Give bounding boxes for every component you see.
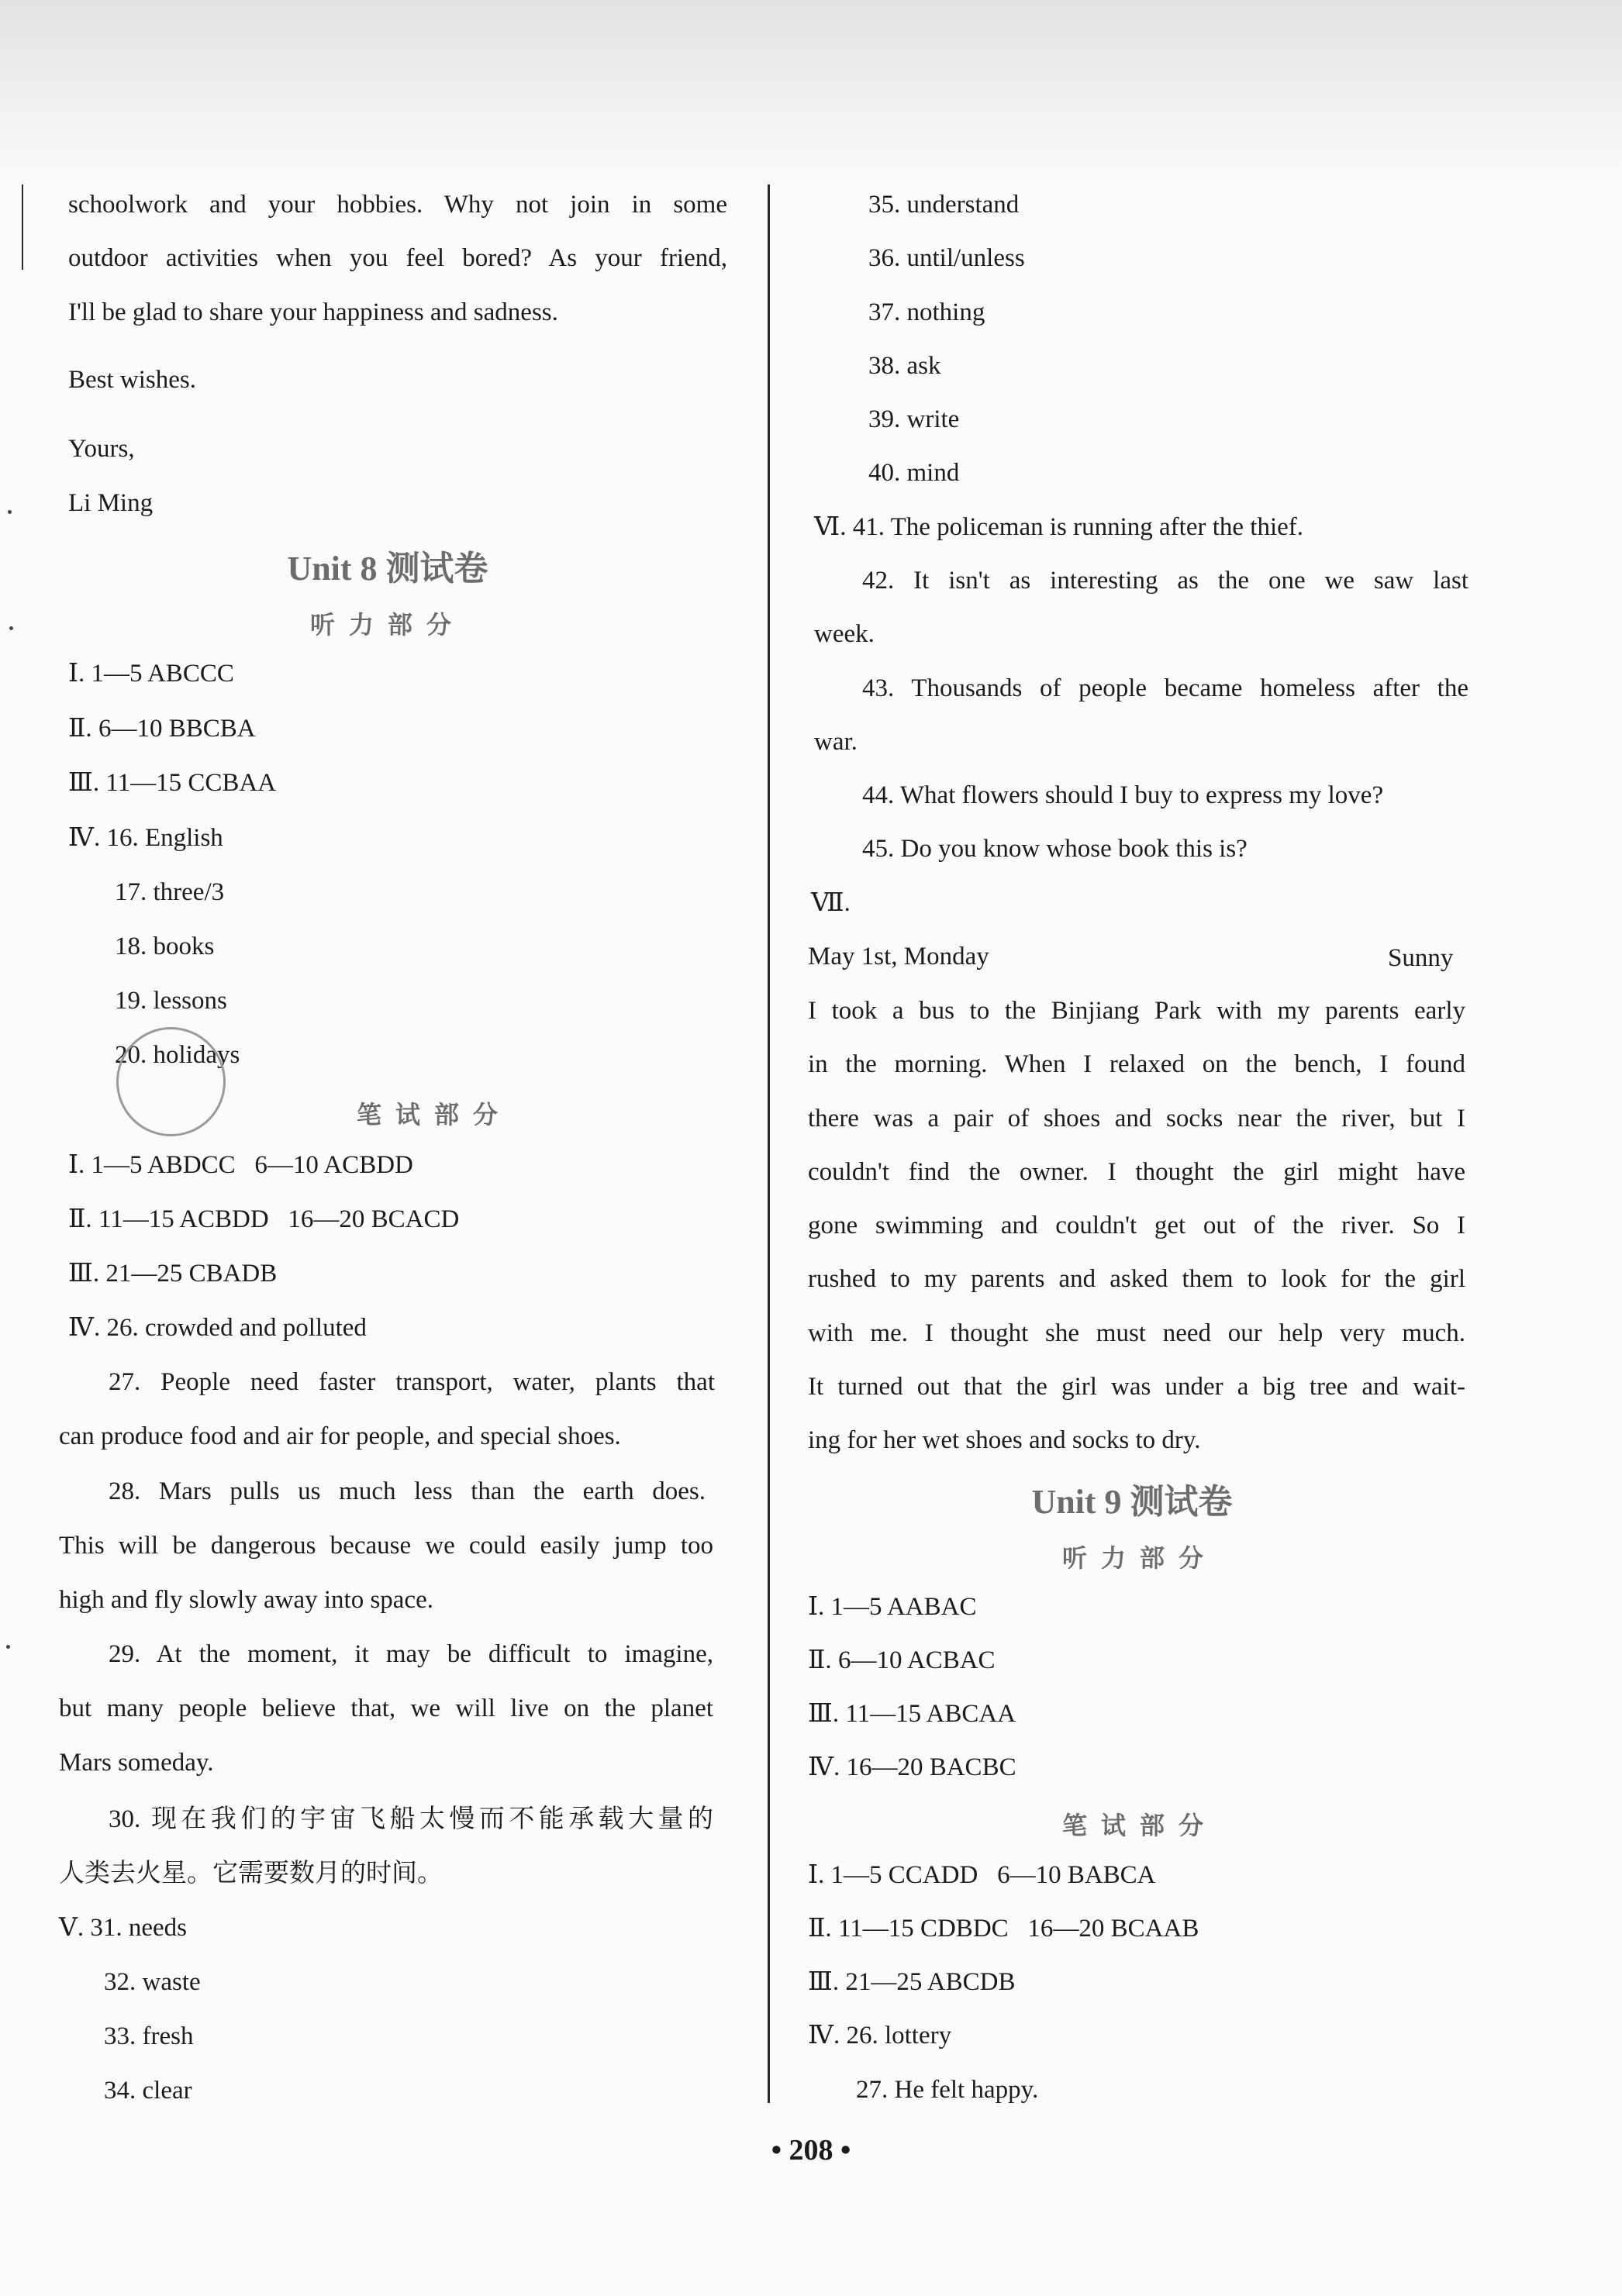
section-mark: Ⅰ.	[808, 1861, 825, 1889]
letter-line: I'll be glad to share your happiness and sadness.	[68, 298, 558, 326]
section-mark: Ⅱ.	[68, 1205, 92, 1233]
unit9-writing-heading: 笔试部分	[1061, 1812, 1217, 1839]
letter-sign-off: Yours,	[68, 435, 135, 463]
letter-closing: Best wishes.	[68, 366, 196, 394]
answer-row	[808, 1591, 977, 1622]
section-mark: Ⅲ.	[68, 769, 100, 797]
answer-text: 6—10 BBCBA	[98, 715, 256, 743]
answer-row	[808, 1752, 1016, 1783]
diary-date: May 1st, Monday	[808, 943, 989, 970]
answer-text: 11—15 ACBDD 16—20 BCACD	[98, 1205, 460, 1233]
diary-line: I took a bus to the Binjiang Park with my parents early	[808, 997, 1465, 1025]
section-mark: Ⅳ.	[68, 824, 101, 852]
answer-text: 21—25 ABCDB	[845, 1968, 1016, 1996]
answer-text: 1—5 ABDCC 6—10 ACBDD	[91, 1151, 413, 1179]
answer-item: 32. waste	[104, 1968, 201, 1996]
answer-line: Mars someday.	[59, 1749, 214, 1777]
answer-line: but many people believe that, we will live on the planet	[59, 1694, 713, 1722]
answer-line: 27. People need faster transport, water, plants that	[109, 1368, 715, 1396]
column-divider	[768, 184, 770, 2103]
section-mark: Ⅳ.	[808, 1753, 840, 1781]
answer-row	[68, 1312, 367, 1343]
answer-text: 11—15 CCBAA	[105, 769, 277, 797]
section-mark: Ⅱ.	[68, 715, 92, 743]
answer-line: 43. Thousands of people became homeless after the	[862, 674, 1468, 702]
answer-text: 11—15 CDBDC 16—20 BCAAB	[837, 1915, 1199, 1943]
answer-item: 40. mind	[868, 459, 960, 487]
section-mark: Ⅶ.	[811, 889, 851, 917]
answer-line: 45. Do you know whose book this is?	[862, 835, 1248, 863]
answer-item: 33. fresh	[104, 2022, 194, 2050]
unit9-listening-heading: 听力部分	[1061, 1544, 1217, 1572]
answer-text: 16. English	[106, 824, 223, 852]
answer-text: 26. crowded and polluted	[106, 1314, 367, 1342]
letter-line: outdoor activities when you feel bored? As your friend,	[68, 244, 727, 272]
answer-row	[68, 713, 256, 744]
answer-line: 27. He felt happy.	[856, 2076, 1039, 2104]
diary-line: couldn't find the owner. I thought the girl might have	[808, 1158, 1465, 1186]
page-number: • 208 •	[771, 2134, 851, 2167]
answer-item: 17. three/3	[115, 878, 225, 906]
answer-line: This will be dangerous because we could easily jump too	[59, 1532, 713, 1560]
section-mark: Ⅲ.	[68, 1260, 100, 1288]
answer-text: 1—5 ABCCC	[91, 660, 234, 688]
answer-line: high and fly slowly away into space.	[59, 1586, 433, 1614]
diary-weather: Sunny	[1388, 944, 1454, 972]
answer-row	[68, 658, 234, 689]
answer-text: 1—5 CCADD 6—10 BABCA	[830, 1861, 1156, 1889]
answer-text: 26. lottery	[846, 2022, 952, 2050]
section-mark: Ⅵ.	[814, 513, 847, 541]
margin-speck	[9, 626, 13, 630]
answer-text: 41. The policeman is running after the thief.	[852, 513, 1304, 541]
answer-row	[808, 1860, 1156, 1891]
diary-line: with me. I thought she must need our help very much.	[808, 1319, 1465, 1347]
answer-line: 29. At the moment, it may be difficult to imagine,	[109, 1640, 713, 1668]
answer-item: 38. ask	[868, 352, 941, 380]
section-mark: Ⅳ.	[68, 1314, 101, 1342]
answer-item: 37. nothing	[868, 298, 985, 326]
answer-row	[68, 1150, 413, 1181]
answer-row	[808, 1913, 1199, 1944]
section-mark: Ⅰ.	[68, 660, 85, 688]
answer-item: 39. write	[868, 405, 960, 433]
diary-line: It turned out that the girl was under a big tree and wait-	[808, 1373, 1465, 1401]
margin-speck	[6, 1645, 10, 1649]
answer-text: 31. needs	[90, 1914, 187, 1942]
section-mark: Ⅲ.	[808, 1968, 840, 1996]
answer-line: 44. What flowers should I buy to express my love?	[862, 781, 1384, 809]
unit8-listening-heading: 听力部分	[309, 611, 465, 639]
answer-row	[814, 512, 1303, 543]
answer-row	[808, 1698, 1016, 1729]
margin-speck	[8, 510, 12, 514]
diary-line: there was a pair of shoes and socks near the river, but I	[808, 1105, 1465, 1132]
letter-name: Li Ming	[68, 489, 154, 517]
section-mark: Ⅳ.	[808, 2022, 840, 2050]
left-margin-line	[22, 184, 23, 270]
answer-line: 30. 现在我们的宇宙飞船太慢而不能承载大量的	[109, 1805, 713, 1833]
diary-line: in the morning. When I relaxed on the bench, I found	[808, 1050, 1465, 1078]
answer-text: 1—5 AABAC	[830, 1593, 977, 1621]
answer-item: 18. books	[115, 933, 215, 960]
answer-item: 20. holidays	[115, 1041, 240, 1069]
answer-text: 21—25 CBADB	[105, 1260, 278, 1288]
answer-line: 人类去火星。它需要数月的时间。	[59, 1860, 443, 1887]
answer-line: war.	[814, 728, 858, 756]
answer-text: 11—15 ABCAA	[845, 1700, 1016, 1728]
unit8-writing-heading: 笔试部分	[356, 1101, 512, 1129]
answer-line: week.	[814, 620, 875, 648]
section-mark: Ⅴ.	[59, 1914, 85, 1942]
answer-line: can produce food and air for people, and special shoes.	[59, 1422, 621, 1450]
answer-line: 28. Mars pulls us much less than the earth does.	[109, 1477, 706, 1505]
watermark-stamp	[116, 1027, 226, 1136]
answer-text: 16—20 BACBC	[846, 1753, 1016, 1781]
answer-row	[808, 2020, 951, 2051]
section-mark: Ⅰ.	[68, 1151, 85, 1179]
section-mark: Ⅲ.	[808, 1700, 840, 1728]
answer-line: 42. It isn't as interesting as the one we saw last	[862, 567, 1468, 595]
diary-line: rushed to my parents and asked them to look for the girl	[808, 1265, 1465, 1293]
section-mark: Ⅱ.	[808, 1646, 832, 1674]
section-mark: Ⅱ.	[808, 1915, 832, 1943]
answer-row	[808, 1645, 996, 1676]
diary-line: gone swimming and couldn't get out of the river. So I	[808, 1212, 1465, 1239]
scan-top-shading	[0, 0, 1622, 186]
answer-row	[68, 822, 223, 853]
answer-item: 35. understand	[868, 191, 1020, 219]
answer-row	[59, 1912, 187, 1943]
answer-item: 19. lessons	[115, 987, 227, 1015]
answer-row	[68, 1258, 277, 1289]
answer-item: 36. until/unless	[868, 244, 1025, 272]
answer-row	[808, 1967, 1015, 1998]
letter-line: schoolwork and your hobbies. Why not join in some	[68, 191, 727, 219]
diary-line: ing for her wet shoes and socks to dry.	[808, 1426, 1201, 1454]
unit8-title: Unit 8 测试卷	[287, 550, 488, 588]
section-mark: Ⅰ.	[808, 1593, 825, 1621]
answer-row	[68, 767, 276, 798]
answer-item: 34. clear	[104, 2077, 192, 2105]
answer-text: 6—10 ACBAC	[837, 1646, 996, 1674]
unit9-title: Unit 9 测试卷	[1031, 1483, 1233, 1521]
answer-row	[68, 1204, 459, 1235]
